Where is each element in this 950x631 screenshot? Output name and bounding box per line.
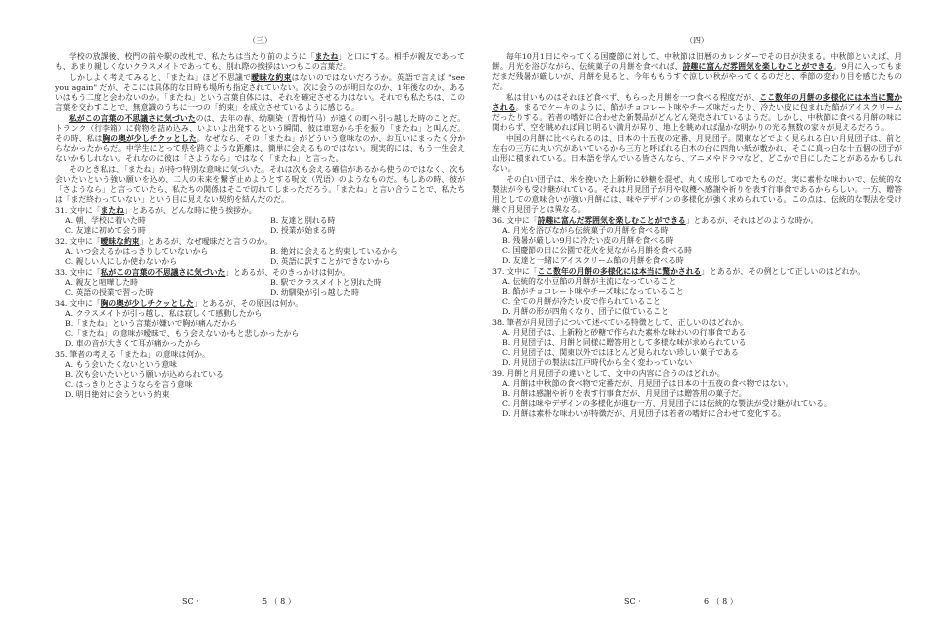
underlined-phrase: 胸の奥が少しチクッとした bbox=[100, 299, 194, 308]
option-a: A. 月餅は中秋節の食べ物で定番だが、月見団子は日本の十五夜の食べ物ではない。 bbox=[502, 379, 794, 388]
text-run: 」とあるが、その原因は何か。 bbox=[193, 299, 303, 308]
question-number: 33. bbox=[55, 268, 68, 277]
option-b: B. 餡がチョコレート味やチーズ味になっていること bbox=[502, 287, 684, 296]
question-stem bbox=[492, 216, 902, 226]
options bbox=[55, 247, 465, 267]
question-33 bbox=[55, 268, 465, 298]
question-37 bbox=[492, 267, 902, 317]
underlined-phrase: 詩趣に富んだ雰囲気を楽しむことができる bbox=[682, 62, 834, 71]
passage-paragraph bbox=[55, 114, 465, 164]
options bbox=[492, 328, 902, 368]
option-c: C. 月餅は味やデザインの多様化が進む一方、月見団子には伝統的な製法が受け継がれている。 bbox=[502, 399, 832, 408]
question-34 bbox=[55, 299, 465, 349]
text-run: 筆者の考える「またね」の意味は何か。 bbox=[69, 350, 210, 359]
options bbox=[492, 226, 902, 266]
passage-paragraph: その白い団子は、米を挽いた上新粉に砂糖を混ぜ、丸く成形してゆでたものだ。実に素朴な味わいで、伝統的な製法が今も受け継がれている。それは月見団子が月や収穫へ感謝や祈りを表す行事食であるかららしい。一方、贈答用としての意味合いが強い月餅には、味やデザインの多様化が強く求められている。この点は、伝統的な製法を受け継ぐ月見団子とは異なる。 bbox=[492, 175, 902, 214]
question-number: 38. bbox=[492, 318, 505, 327]
footer-code: SC · bbox=[624, 597, 641, 606]
question-stem bbox=[55, 299, 465, 309]
question-31 bbox=[55, 206, 465, 236]
option-a: A. クラスメイトが引っ越し、私は寂しくて感動したから bbox=[65, 309, 263, 318]
text-run: 文中に「 bbox=[69, 268, 101, 277]
option-d: D. 月餅は素朴な味わいが特徴だが、月見団子は若者の嗜好に合わせて変化する。 bbox=[502, 409, 786, 418]
passage-paragraph: そのとき私は、「またね」が持つ特別な意味に気づいた。それは次も会える確信があるから使うのではなく、次も会いたいという強い願いを込め、二人の未来を繋ぎ止めようとする呪文（咒语）のようなものだ。もしあの時、彼が「さようなら」と言っていたら、私たちの関係はそこで切れてしまっただろう。「またね」と言い合うことで、私たちは「まだ終わっていない」という目に見えない契約を結んだのだ。 bbox=[55, 165, 465, 204]
text-run: 」とあるが、それはどのような時か。 bbox=[685, 216, 819, 225]
underlined-phrase: またね bbox=[100, 206, 124, 215]
question-35 bbox=[55, 350, 465, 400]
left-page bbox=[55, 36, 465, 400]
underlined-phrase: 詩趣に富んだ雰囲気を楽しむことができる bbox=[537, 216, 686, 225]
option-a: A. もう会いたくないという意味 bbox=[65, 360, 177, 369]
option-b: B. 絶対に会えると約束しているから bbox=[270, 247, 398, 256]
footer-code: SC · bbox=[182, 597, 199, 606]
question-stem bbox=[492, 318, 902, 328]
underlined-phrase: 私がこの言葉の不思議さに気づいた bbox=[100, 268, 226, 277]
underlined-phrase: ここ数年の月餅の多様化には本当に驚かされる bbox=[537, 267, 702, 276]
passage-paragraph bbox=[55, 73, 465, 113]
option-b: B. 友達と別れる時 bbox=[270, 216, 336, 225]
question-39 bbox=[492, 369, 902, 419]
text-run: 」とあるが、なぜ曖昧だと言うのか。 bbox=[139, 237, 273, 246]
question-number: 34. bbox=[55, 299, 68, 308]
underlined-phrase: 曖昧な約束 bbox=[100, 237, 140, 246]
option-b: B. 月餅は感謝や祈りを表す行事食だが、月見団子は贈答用の菓子だ。 bbox=[502, 389, 747, 398]
option-c: C. 友達に初めて会う時 bbox=[65, 226, 146, 235]
question-number: 37. bbox=[492, 267, 505, 276]
text-run: のは、去年の春、幼馴染（青梅竹马）が遠くの町へ引っ越した時のことだ。トランク（行李箱）に荷物を詰め込み、いよいよ出発するという瞬間、彼は車窓から手を振り「またね」と叫んだ。その時、私は bbox=[55, 114, 466, 143]
underlined-phrase: 胸の奥が少しチクッとした bbox=[102, 134, 197, 143]
underlined-phrase: 私がこの言葉の不思議さに気づいた bbox=[69, 114, 196, 123]
text-run: 文中に「 bbox=[69, 299, 101, 308]
text-run: 文中に「 bbox=[506, 267, 538, 276]
option-b: B. 月見団子は、月餅と同様に贈答用として多様な味が求められている bbox=[502, 338, 747, 347]
option-d: D. 月餅の形が四角くなり、団子に似ていること bbox=[502, 307, 669, 316]
passage-paragraph bbox=[492, 52, 902, 92]
text-run: 」とあるが、どんな時に使う挨拶か。 bbox=[123, 206, 257, 215]
option-d: D. 車の音が大きくて耳が痛かったから bbox=[65, 339, 201, 348]
question-number: 31. bbox=[55, 206, 68, 215]
text-run: 。まるでケーキのように、餡がチョコレート味やチーズ味だったり、冷たい皮に包まれた餡がアイスクリームだったりする。若者の嗜好に合わせた新製品がどんどん発売されているようだ。しかし、中秋節に食べる月餅の味に関わらず、空を眺めれば同じ明るい満月が昇り、地上を眺めれば温かな明かりの光る無数の家々が見えるだろう。 bbox=[492, 103, 903, 132]
question-36 bbox=[492, 216, 902, 266]
footer-page-number: 5 （ 8 ） bbox=[262, 597, 296, 606]
text-run: 文中に「 bbox=[69, 206, 101, 215]
question-32 bbox=[55, 237, 465, 267]
text-run: 。9月に入ってもまだまだ残暑が厳しいが、月餅を見ると、今年ももうすぐ涼しい秋がやってくるのだと、季節の変わり目を感じたものだ。 bbox=[492, 62, 903, 91]
options bbox=[492, 379, 902, 419]
underlined-phrase: またね bbox=[314, 52, 339, 61]
option-d: D. 明日絶対に会うという約束 bbox=[65, 390, 170, 399]
option-d: D. 月見団子の製法は江戸時代から全く変わっていない bbox=[502, 358, 693, 367]
option-c: C. 全ての月餅が冷たい皮で作られていること bbox=[502, 297, 661, 306]
question-number: 39. bbox=[492, 369, 505, 378]
text-run: 文中に「 bbox=[506, 216, 538, 225]
passage-paragraph bbox=[492, 93, 902, 133]
question-stem bbox=[55, 268, 465, 278]
text-run: 」と口にする。相手が親友であっても、あまり親しくないクラスメイトであっても、別れ際の挨拶はいつもこの言葉だ。 bbox=[55, 52, 466, 71]
option-a: A. いつ会えるかはっきりしていないから bbox=[65, 247, 209, 256]
question-stem bbox=[492, 267, 902, 277]
text-run: 。なぜなら、その「またね」がどういう意味なのか、お互いにまったく分からなかったからだ。中学生にとって県を跨ぐような距離は、簡単に会えるものではない。現実的には、もう一生会えないかもしれない。それなのに彼は「さようなら」ではなく「またね」と言った。 bbox=[55, 134, 466, 163]
passage-paragraph bbox=[55, 52, 465, 72]
option-d: D. 友達と一緒にアイスクリーム餡の月餅を食べる時 bbox=[502, 256, 684, 265]
option-d: D. 英語に訳すことができないから bbox=[270, 257, 391, 266]
underlined-phrase: ここ数年の月餅の多様化には本当に驚かされる bbox=[492, 93, 903, 112]
question-number: 35. bbox=[55, 350, 68, 359]
footer-page-number: 6 （ 8 ） bbox=[704, 597, 738, 606]
options bbox=[492, 277, 902, 317]
option-c: C. 国慶節の日に公園で花火を見ながら月餅を食べる時 bbox=[502, 246, 692, 255]
question-38 bbox=[492, 318, 902, 368]
option-b: B.「またね」という言葉が嫌いで胸が痛んだから bbox=[65, 319, 237, 328]
options bbox=[55, 309, 465, 349]
question-stem bbox=[55, 237, 465, 247]
option-a: A. 月光を浴びながら伝統菓子の月餅を食べる時 bbox=[502, 226, 669, 235]
option-c: C.「またね」の意味が曖昧で、もう会えないかもと悲しかったから bbox=[65, 329, 300, 338]
text-run: 私は甘いものはそれほど食べず、もらった月餅を一つ食べる程度だが、 bbox=[506, 93, 760, 102]
question-number: 32. bbox=[55, 237, 68, 246]
option-a: A. 伝統的な小豆餡の月餅が主流になっていること bbox=[502, 277, 677, 286]
option-b: B. 残暑が厳しい9月に冷たい皮の月餅を食べる時 bbox=[502, 236, 674, 245]
text-run: はないのではないだろうか。英語で言えば "see you again" だが、そこには具体的な日時も場所も指定されていない。次に会うのが明日なのか、1年後なのか、あるいはもう二度と会わないのか。「またね」という言葉自体には、それを確定させる力はない。それでも私たちは、この言葉を交わすことで、無意識のうちに一つの「約束」を成立させているように感じる。 bbox=[55, 73, 465, 112]
option-c: C. はっきりとさようならを言う意味 bbox=[65, 380, 193, 389]
question-stem bbox=[55, 350, 465, 360]
question-stem bbox=[55, 206, 465, 216]
option-b: B. 駅でクラスメイトと別れた時 bbox=[270, 278, 382, 287]
passage-paragraph: 中国の月餅に比べられるのは、日本の十五夜の定番、月見団子。関東などでよく見られる白い月見団子は、前と左右の三方に丸い穴があいているから三方と呼ばれる白木の台に四角い紙が敷かれ、そこに真っ白な十五個の団子が山形に積まれている。日本語を学んでいる皆さんなら、アニメやドラマなど、どこかで目にしたことがあるかもしれない。 bbox=[492, 134, 902, 173]
text-run: 」とあるが、その例として正しいのはどれか。 bbox=[701, 267, 866, 276]
option-d: D. 授業が始まる時 bbox=[270, 226, 336, 235]
options bbox=[55, 216, 465, 236]
text-run: 」とあるが、そのきっかけは何か。 bbox=[225, 268, 351, 277]
options bbox=[55, 360, 465, 400]
option-c: C. 英語の授業で習った時 bbox=[65, 288, 154, 297]
option-b: B. 次も会いたいという願いが込められている bbox=[65, 370, 224, 379]
text-run: 筆者が月見団子について述べている特徴として、正しいのはどれか。 bbox=[506, 318, 748, 327]
text-run: 文中に「 bbox=[69, 237, 101, 246]
text-run: 毎年10月1日にやってくる国慶節に対して、中秋節は旧暦のカレンダーでその日が決まる。中秋節といえば、月餅。月光を浴びながら、伝統菓子の月餅を食べれば、 bbox=[492, 52, 902, 71]
text-run: 月餅と月見団子の違いとして、文中の内容に合うのはどれか。 bbox=[506, 369, 725, 378]
options bbox=[55, 278, 465, 298]
section-title-3: （三） bbox=[248, 36, 272, 45]
underlined-phrase: 曖昧な約束 bbox=[251, 73, 292, 82]
question-number: 36. bbox=[492, 216, 505, 225]
option-d: D. 幼馴染が引っ越した時 bbox=[270, 288, 359, 297]
text-run: しかしよく考えてみると、「またね」ほど不思議で bbox=[69, 73, 252, 82]
option-c: C. 親しい人にしか使わないから bbox=[65, 257, 178, 266]
option-a: A. 月見団子は、上新粉と砂糖で作られた素朴な味わいの行事食である bbox=[502, 328, 747, 337]
right-page bbox=[492, 36, 902, 419]
question-stem bbox=[492, 369, 902, 379]
section-title-4: （四） bbox=[685, 36, 709, 45]
option-a: A. 親友と喧嘩した時 bbox=[65, 278, 138, 287]
text-run: 学校の放課後、校門の前や駅の改札で、私たちは当たり前のように「 bbox=[69, 52, 315, 61]
option-a: A. 朝、学校に着いた時 bbox=[65, 216, 146, 225]
option-c: C. 月見団子は、関東以外ではほとんど見られない珍しい菓子である bbox=[502, 348, 739, 357]
